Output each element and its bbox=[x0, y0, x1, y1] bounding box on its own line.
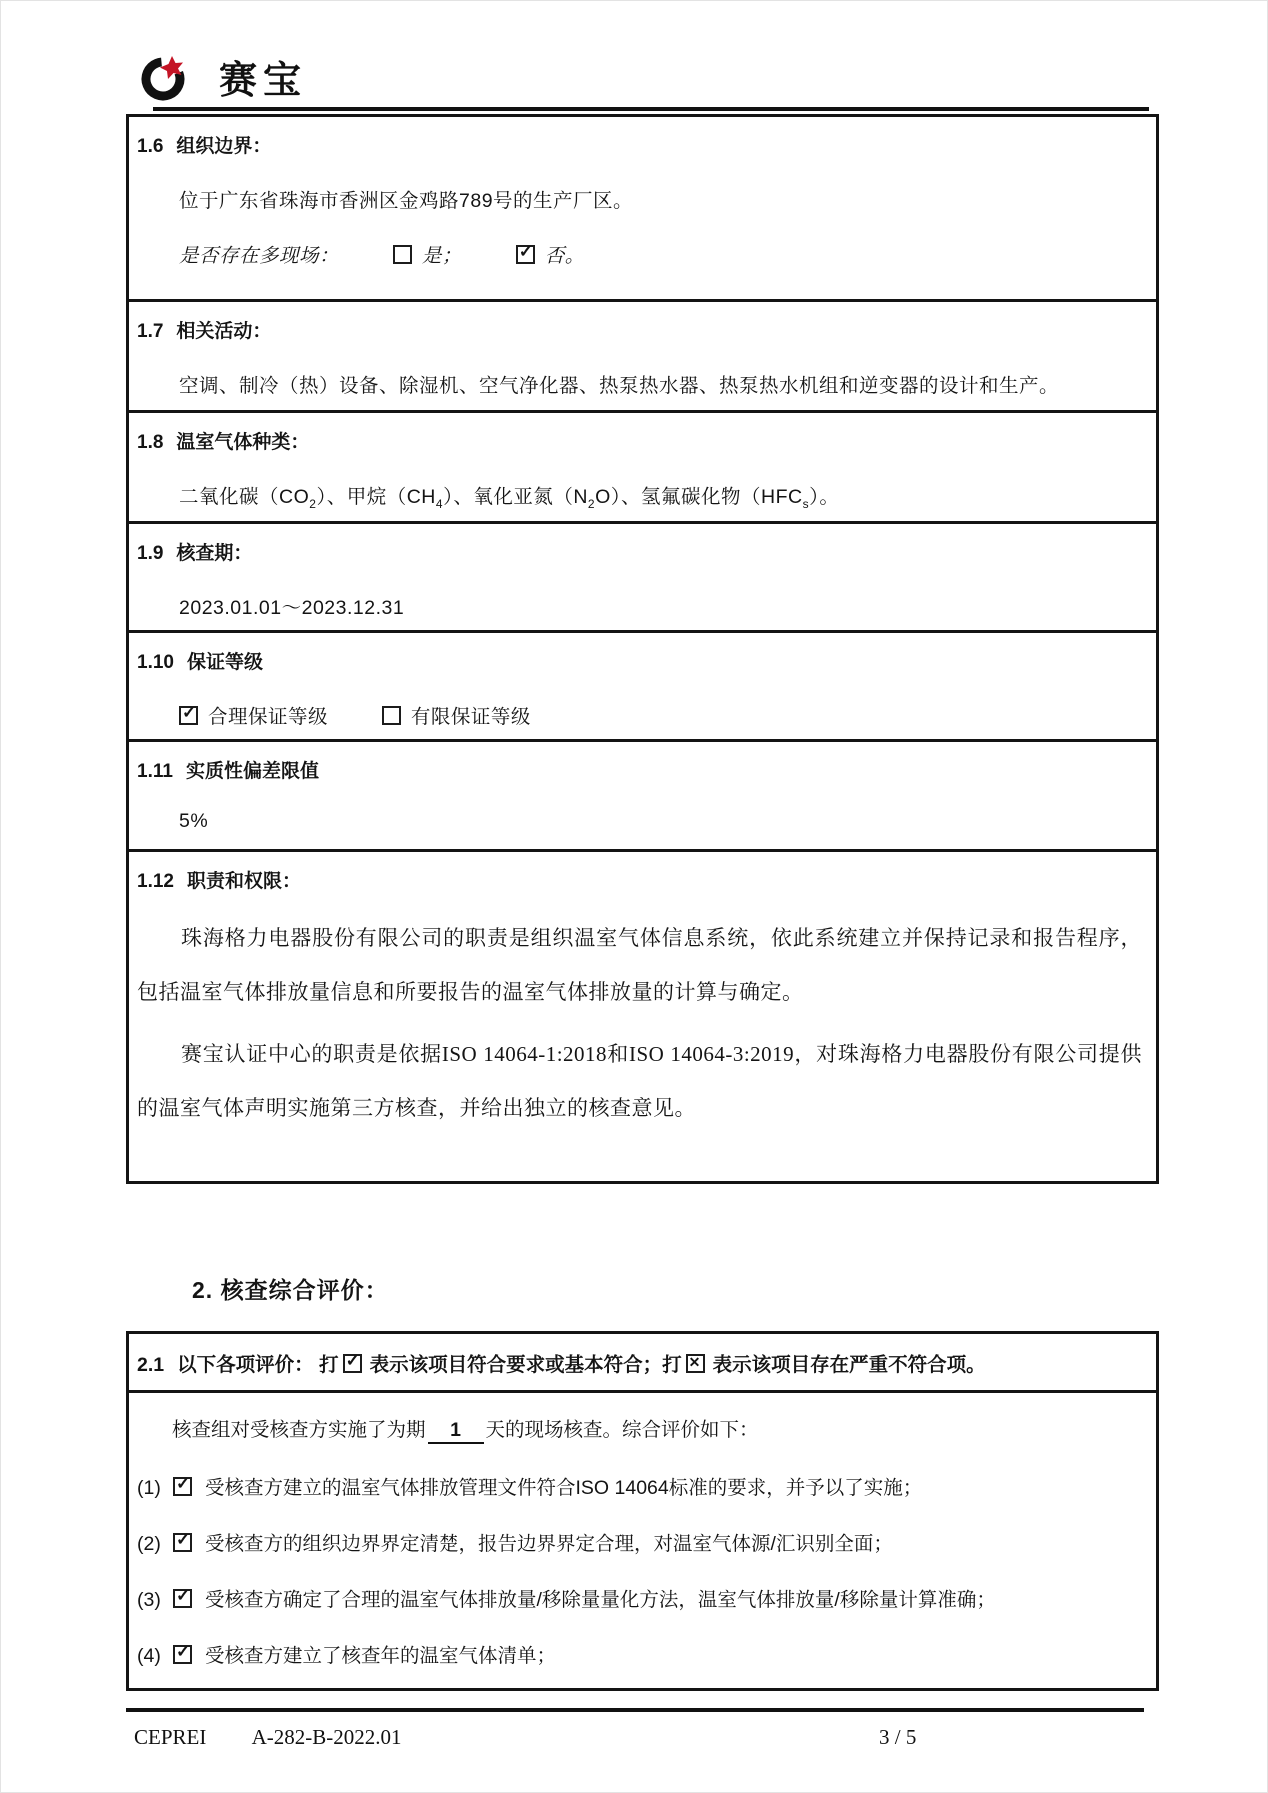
checkbox-crossed-icon bbox=[686, 1354, 705, 1373]
ghg-text: 二氧化碳（CO bbox=[179, 486, 310, 508]
intro-text: 天的现场核查。综合评价如下： bbox=[485, 1419, 759, 1441]
section-1-6 bbox=[126, 114, 1159, 302]
section-title-text: 相关活动： bbox=[176, 321, 272, 342]
responsibility-paragraph-1: 珠海格力电器股份有限公司的职责是组织温室气体信息系统，依此系统建立并保持记录和报告程序，包括温室气体排放量信息和所要报告的温室气体排放量的计算与确定。 bbox=[137, 926, 1142, 1004]
section-number: 1.11 bbox=[137, 761, 173, 782]
related-activities-text: 空调、制冷（热）设备、除湿机、空气净化器、热泵热水器、热泵热水机组和逆变器的设计和生产。 bbox=[179, 375, 1060, 397]
checkbox-checked-icon bbox=[173, 1533, 192, 1552]
assurance-level-options bbox=[179, 701, 1144, 729]
org-boundary-text: 位于广东省珠海市香洲区金鸡路789号的生产厂区。 bbox=[179, 190, 634, 212]
question-text: 是否存在多现场： bbox=[179, 245, 340, 267]
section-number: 1.7 bbox=[137, 321, 164, 342]
section-title-text: 实质性偏差限值 bbox=[185, 761, 319, 782]
verification-period-text: 2023.01.01～2023.12.31 bbox=[179, 597, 405, 619]
item-text: 受核查方建立的温室气体排放管理文件符合ISO 14064标准的要求，并予以了实施； bbox=[205, 1477, 923, 1499]
ghg-text: ）、甲烷（CH bbox=[316, 486, 436, 508]
document-body bbox=[126, 114, 1159, 1691]
header-rule bbox=[153, 107, 1149, 111]
section-title-text: 核查期： bbox=[176, 543, 253, 564]
eval-fail-text: 表示该项目存在严重不符合项。 bbox=[712, 1354, 986, 1376]
footer-page-number: 3 / 5 bbox=[879, 1725, 917, 1749]
section-1-10-title bbox=[137, 647, 1144, 674]
checkbox-checked-icon bbox=[179, 706, 198, 725]
footer-doc-code: A-282-B-2022.01 bbox=[251, 1725, 402, 1749]
checkbox-checked-icon bbox=[173, 1477, 192, 1496]
section-1-12 bbox=[126, 849, 1159, 1184]
section-title-text: 温室气体种类： bbox=[176, 432, 310, 453]
header bbox=[137, 49, 307, 104]
section-1-6-title bbox=[137, 131, 1144, 158]
eval-item bbox=[137, 1584, 1156, 1612]
section-2-1 bbox=[126, 1331, 1159, 1691]
section-number: 1.8 bbox=[137, 432, 164, 453]
item-number: (1) bbox=[137, 1477, 161, 1499]
section-2-1-header bbox=[129, 1334, 1156, 1393]
item-number: (4) bbox=[137, 1645, 161, 1667]
section-1-8-title bbox=[137, 427, 1144, 454]
eval-item bbox=[137, 1528, 1156, 1556]
ghg-text: ）、氧化亚氮（N bbox=[443, 486, 588, 508]
eval-label: 以下各项评价： bbox=[177, 1354, 314, 1376]
item-number: (2) bbox=[137, 1533, 161, 1555]
section-1-7 bbox=[126, 299, 1159, 413]
section-1-10 bbox=[126, 630, 1159, 742]
onsite-days-sentence bbox=[172, 1414, 1156, 1444]
tick-word: 打 bbox=[319, 1354, 339, 1376]
subscript: s bbox=[802, 496, 810, 511]
ghg-text: ）。 bbox=[809, 486, 840, 508]
option-reasonable-assurance: 合理保证等级 bbox=[208, 706, 329, 728]
subscript: 2 bbox=[309, 496, 317, 511]
ghg-types-text bbox=[179, 481, 1144, 511]
eval-item bbox=[137, 1472, 1156, 1500]
item-text: 受核查方确定了合理的温室气体排放量/移除量量化方法，温室气体排放量/移除量计算准确； bbox=[205, 1589, 996, 1611]
multi-site-question bbox=[179, 240, 1144, 268]
section-2-heading: 2. 核查综合评价： bbox=[192, 1277, 389, 1303]
section-1-7-title bbox=[137, 316, 1144, 343]
checkbox-checked-icon bbox=[516, 245, 535, 264]
option-no: 否。 bbox=[544, 245, 585, 267]
checkbox-unchecked-icon bbox=[393, 245, 412, 264]
section-1-11 bbox=[126, 739, 1159, 852]
intro-text: 核查组对受核查方实施了为期 bbox=[172, 1419, 426, 1441]
footer-org: CEPREI bbox=[134, 1725, 207, 1749]
section-number: 1.10 bbox=[137, 652, 174, 673]
section-title-text: 组织边界： bbox=[176, 136, 272, 157]
ghg-text: O）、氢氟碳化物（HFC bbox=[595, 486, 803, 508]
option-yes: 是； bbox=[421, 245, 462, 267]
tick-word: 打 bbox=[662, 1354, 682, 1376]
footer-rule bbox=[126, 1708, 1144, 1712]
checkbox-checked-icon bbox=[173, 1589, 192, 1608]
item-number: (3) bbox=[137, 1589, 161, 1611]
materiality-threshold-value: 5% bbox=[179, 810, 209, 832]
section-number: 2.1 bbox=[137, 1354, 165, 1376]
eval-pass-text: 表示该项目符合要求或基本符合； bbox=[369, 1354, 663, 1376]
checkbox-checked-icon bbox=[173, 1645, 192, 1664]
section-1-12-title bbox=[137, 866, 1144, 893]
brand-name: 赛宝 bbox=[219, 60, 308, 102]
section-title-text: 保证等级 bbox=[186, 652, 263, 673]
section-1-9 bbox=[126, 521, 1159, 633]
responsibility-paragraph-2: 赛宝认证中心的职责是依据ISO 14064-1:2018和ISO 14064-3:2019，对珠海格力电器股份有限公司提供的温室气体声明实施第三方核查，并给出独立的核查意见。 bbox=[137, 1042, 1142, 1120]
section-1-11-title bbox=[137, 756, 1144, 783]
days-blank-value: 1 bbox=[428, 1419, 484, 1444]
section-1-9-title bbox=[137, 538, 1144, 565]
eval-item bbox=[137, 1640, 1156, 1668]
footer bbox=[134, 1725, 1144, 1750]
checkbox-checked-icon bbox=[343, 1354, 362, 1373]
cepri-logo-icon bbox=[137, 50, 191, 104]
option-limited-assurance: 有限保证等级 bbox=[410, 706, 531, 728]
section-number: 1.9 bbox=[137, 543, 164, 564]
section-number: 1.6 bbox=[137, 136, 164, 157]
item-text: 受核查方的组织边界界定清楚，报告边界界定合理，对温室气体源/汇识别全面； bbox=[205, 1533, 893, 1555]
subscript: 4 bbox=[435, 496, 444, 511]
section-1-8 bbox=[126, 410, 1159, 524]
checkbox-unchecked-icon bbox=[382, 706, 401, 725]
section-number: 1.12 bbox=[137, 871, 174, 892]
section-title-text: 职责和权限： bbox=[186, 871, 301, 892]
item-text: 受核查方建立了核查年的温室气体清单； bbox=[205, 1645, 557, 1667]
subscript: 2 bbox=[587, 496, 596, 511]
